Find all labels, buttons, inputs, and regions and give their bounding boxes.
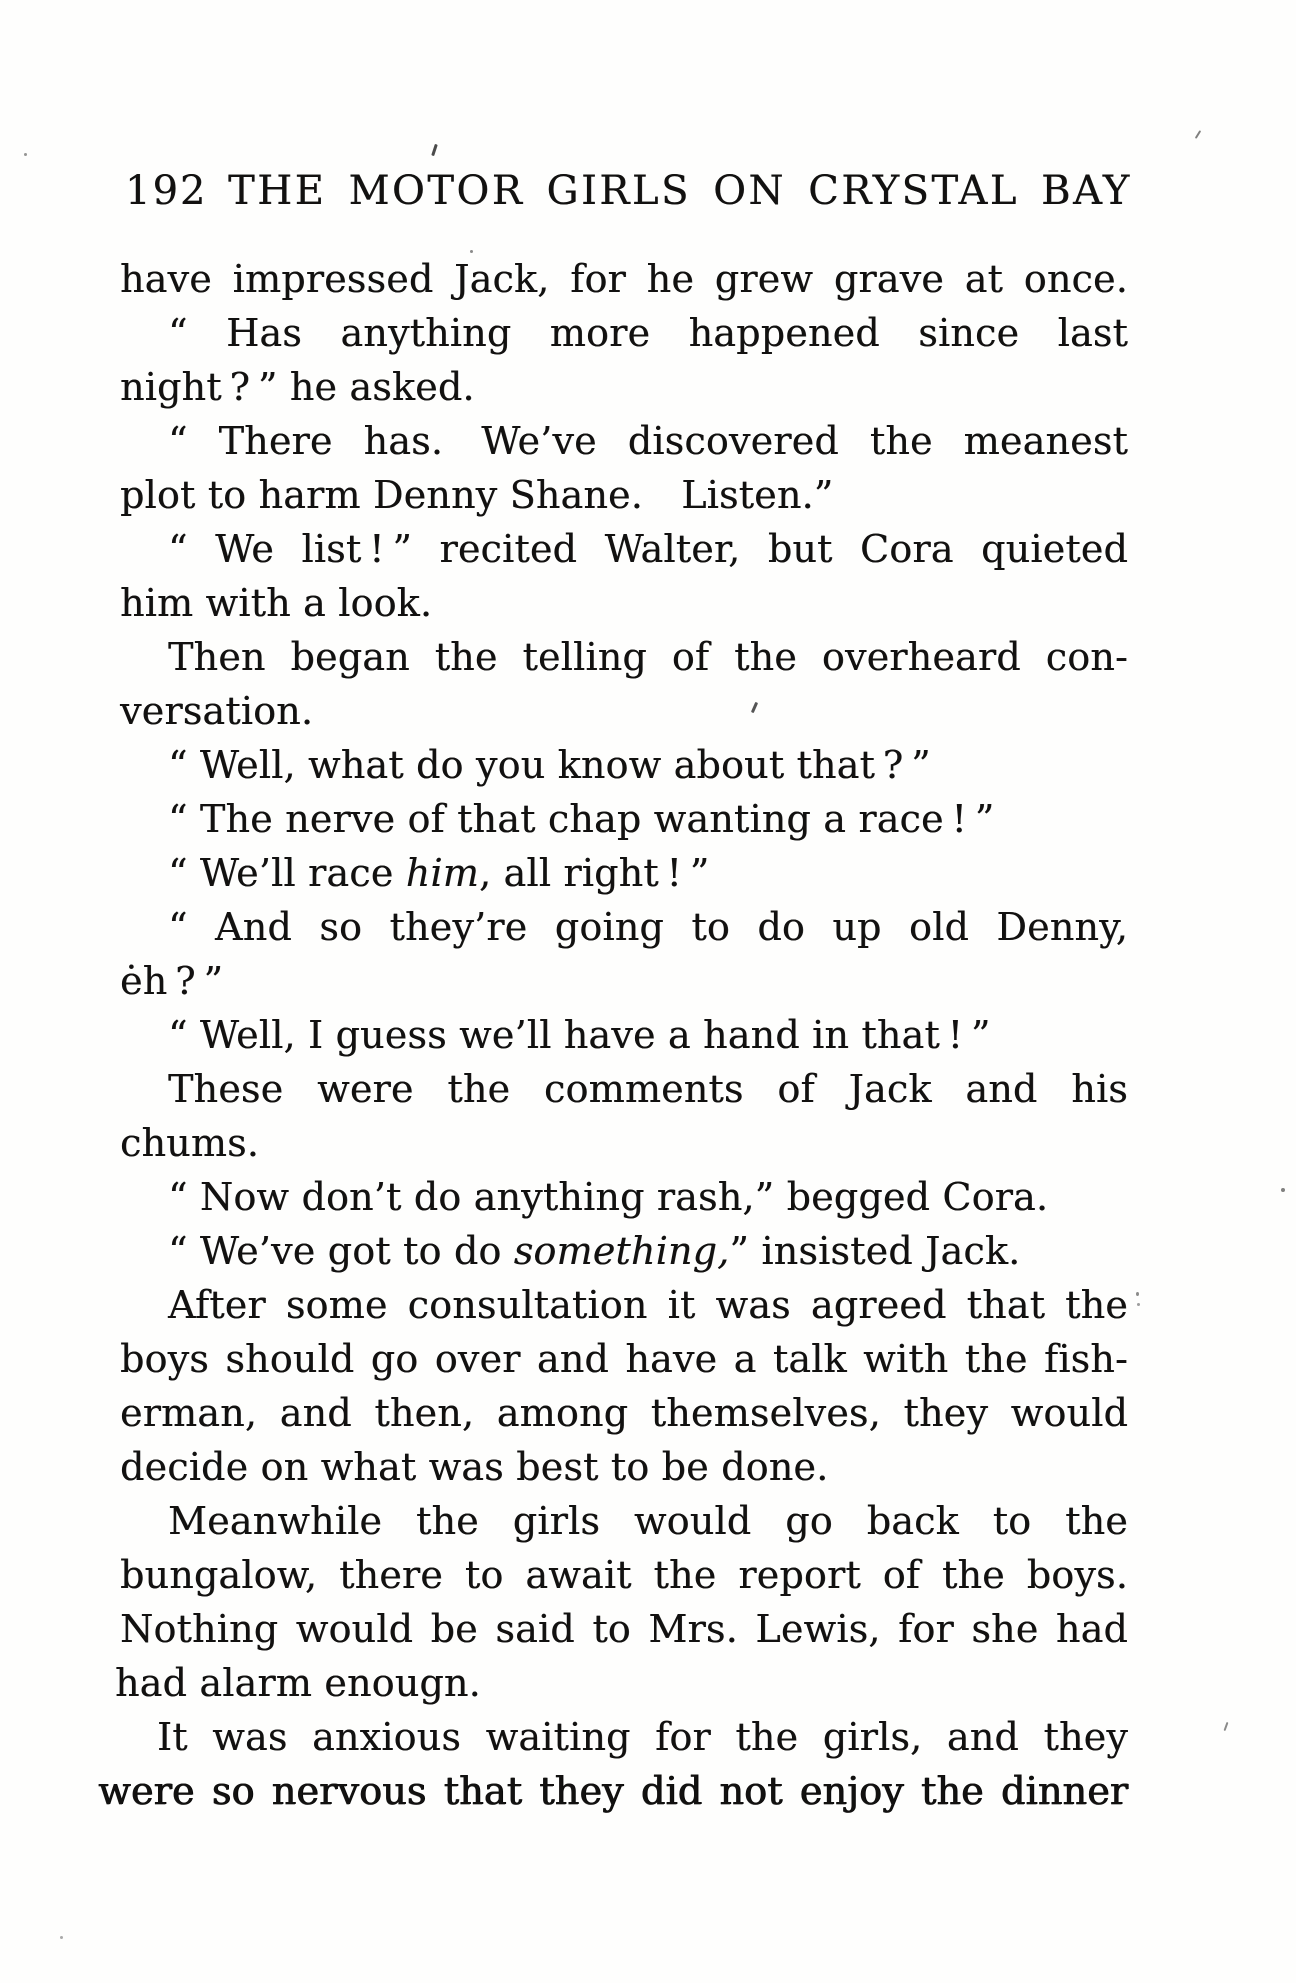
scan-speck — [470, 250, 473, 253]
scan-speck — [1137, 1303, 1140, 1306]
text-line — [120, 1440, 1128, 1494]
scan-speck — [1195, 130, 1201, 139]
text-segment: night ? ” he asked. — [120, 365, 475, 409]
text-block — [98, 252, 1128, 1818]
text-line — [115, 1656, 1128, 1710]
text-line — [120, 738, 1128, 792]
text-line — [120, 468, 1128, 522]
text-segment: had alarm enougn. — [115, 1661, 481, 1705]
page-header — [0, 168, 1296, 216]
text-line — [120, 576, 1128, 630]
text-line — [120, 1008, 1128, 1062]
text-segment: chums. — [120, 1121, 260, 1165]
text-line — [120, 252, 1128, 306]
text-segment: have impressed Jack, for he grew grave at once. — [120, 257, 1128, 301]
text-segment: “ We’ll race — [168, 851, 406, 895]
text-segment: boys should go over and have a talk with the fish- — [120, 1337, 1128, 1381]
text-line — [120, 1602, 1128, 1656]
text-segment: Nothing would be said to Mrs. Lewis, for she had — [120, 1607, 1128, 1651]
text-segment: It was anxious waiting for the girls, and they — [157, 1715, 1128, 1759]
text-line — [120, 1332, 1128, 1386]
text-segment: him with a look. — [120, 581, 433, 625]
text-segment: “ We list ! ” recited Walter, but Cora quieted — [168, 527, 1128, 571]
text-segment: Meanwhile the girls would go back to the — [168, 1499, 1128, 1543]
text-segment: “ Has anything more happened since last — [168, 311, 1128, 355]
text-line — [120, 1062, 1128, 1116]
text-line — [120, 1278, 1128, 1332]
text-segment: “ The nerve of that chap wanting a race ! ” — [168, 797, 995, 841]
running-title: THE MOTOR GIRLS ON CRYSTAL BAY — [228, 168, 1132, 214]
text-segment: After some consultation it was agreed that the — [168, 1283, 1128, 1327]
text-segment: ” insisted Jack. — [729, 1229, 1021, 1273]
text-line — [120, 414, 1128, 468]
text-line — [120, 1494, 1128, 1548]
text-line — [120, 630, 1128, 684]
text-line — [120, 1386, 1128, 1440]
text-line — [120, 792, 1128, 846]
text-segment: “ There has. We’ve discovered the meanest — [168, 419, 1128, 463]
scan-speck — [1224, 1722, 1229, 1731]
text-segment: “ And so they’re going to do up old Denny, — [168, 905, 1128, 949]
italic-text: something, — [513, 1229, 730, 1273]
text-line — [120, 900, 1128, 954]
scan-speck — [60, 1936, 63, 1939]
page-number: 192 — [125, 168, 208, 214]
text-line — [120, 684, 1128, 738]
text-segment: were so nervous that they did not enjoy the dinner — [98, 1769, 1128, 1813]
text-line — [120, 1224, 1128, 1278]
text-line — [120, 1548, 1128, 1602]
text-segment: “ Well, what do you know about that ? ” — [168, 743, 931, 787]
text-segment: plot to harm Denny Shane. Listen.” — [120, 473, 834, 517]
text-line — [120, 954, 1128, 1008]
text-segment: “ We’ve got to do — [168, 1229, 514, 1273]
text-segment: ėh ? ” — [120, 959, 224, 1003]
text-line — [120, 306, 1128, 360]
text-line — [120, 1116, 1128, 1170]
text-segment: bungalow, there to await the report of the boys. — [120, 1553, 1128, 1597]
text-segment: Then began the telling of the overheard con- — [168, 635, 1128, 679]
italic-text: him — [405, 851, 479, 895]
text-line — [109, 1710, 1128, 1764]
text-line — [120, 846, 1128, 900]
text-segment: “ Well, I guess we’ll have a hand in that ! ” — [168, 1013, 991, 1057]
scan-speck — [1136, 1292, 1139, 1296]
text-segment: erman, and then, among themselves, they would — [120, 1391, 1128, 1435]
text-line — [120, 522, 1128, 576]
text-line — [120, 1170, 1128, 1224]
text-segment: decide on what was best to be done. — [120, 1445, 829, 1489]
scan-speck — [1281, 1188, 1285, 1192]
text-segment: “ Now don’t do anything rash,” begged Cora. — [168, 1175, 1049, 1219]
text-segment: versation. — [120, 689, 314, 733]
text-line — [120, 360, 1128, 414]
text-segment: These were the comments of Jack and his — [168, 1067, 1128, 1111]
text-line — [98, 1764, 1128, 1818]
scan-speck — [24, 153, 27, 156]
scan-speck — [431, 144, 438, 156]
text-segment: , all right ! ” — [478, 851, 710, 895]
